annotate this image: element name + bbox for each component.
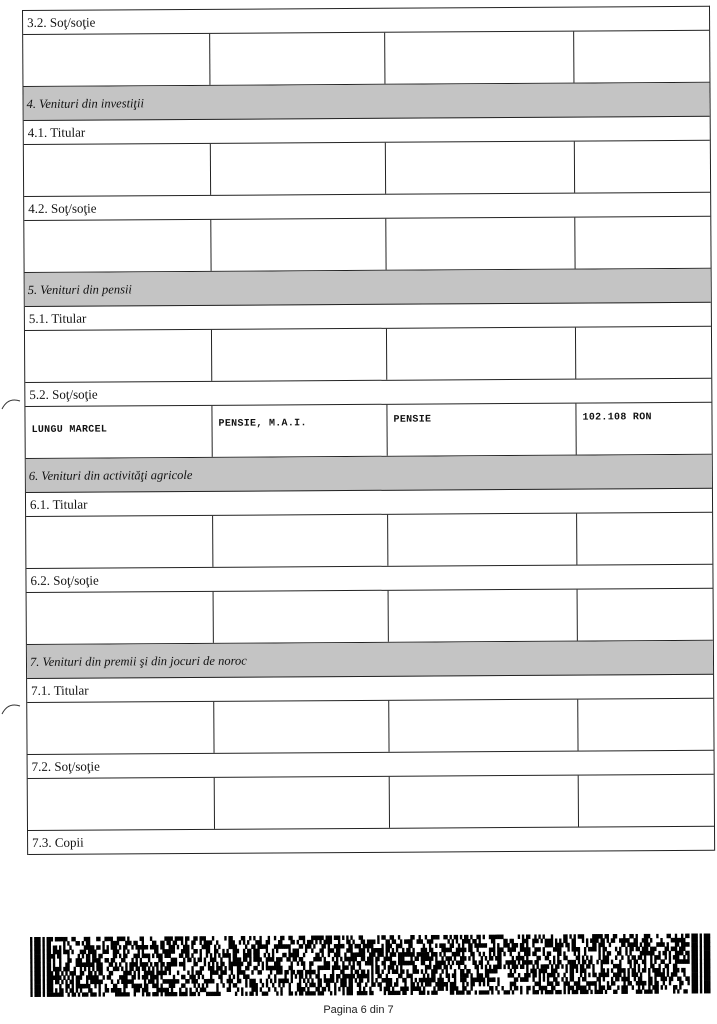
subsection-label: 7.1. Titular: [27, 675, 713, 703]
income-source-cell: [211, 219, 386, 271]
annual-income-cell: [574, 31, 709, 83]
table-row: [27, 589, 713, 645]
beneficiary-cell: [27, 592, 214, 644]
cell-value: PENSIE: [393, 414, 432, 426]
income-type-cell: [389, 590, 578, 642]
beneficiary-cell: [23, 34, 210, 86]
pdf417-barcode: [30, 933, 712, 997]
punch-hole-mark: [0, 395, 22, 411]
table-row: [23, 31, 709, 87]
subsection-label: 3.2. Soţ/soţie: [23, 7, 709, 35]
section-header: 4. Venituri din investiţii: [23, 83, 709, 121]
section-header: 6. Venituri din activităţi agricole: [26, 455, 712, 493]
table-row: [27, 699, 713, 755]
section-header: 7. Venituri din premii şi din jocuri de noroc: [27, 641, 713, 679]
beneficiary-cell: [28, 778, 215, 830]
annual-income-cell: [578, 699, 713, 751]
cell-value: LUNGU MARCEL: [31, 424, 108, 436]
annual-income-cell: [576, 403, 711, 455]
subsection-label: 4.2. Soţ/soţie: [24, 193, 710, 221]
income-type-cell: [385, 32, 574, 84]
income-source-cell: [215, 777, 390, 829]
income-type-cell: [388, 514, 577, 566]
subsection-label: 6.2. Soţ/soţie: [26, 565, 712, 593]
income-type-cell: [390, 776, 579, 828]
annual-income-cell: [576, 327, 711, 379]
subsection-label: 7.2. Soţ/soţie: [28, 751, 714, 779]
subsection-label: 7.3. Copii: [28, 827, 714, 855]
annual-income-cell: [578, 589, 713, 641]
subsection-label: 5.2. Soţ/soţie: [25, 379, 711, 407]
annual-income-cell: [575, 141, 710, 193]
beneficiary-cell: [27, 702, 214, 754]
table-row: [26, 513, 712, 569]
annual-income-cell: [575, 217, 710, 269]
table-row: [24, 217, 710, 273]
beneficiary-cell: [24, 144, 211, 196]
beneficiary-cell: [24, 220, 211, 272]
cell-value: PENSIE, M.A.I.: [218, 418, 307, 430]
income-source-cell: [212, 405, 387, 457]
table-row: [28, 775, 714, 831]
beneficiary-cell: [26, 516, 213, 568]
income-source-cell: [213, 515, 388, 567]
annual-income-cell: [579, 775, 714, 827]
income-type-cell: [387, 328, 576, 380]
income-source-cell: [211, 143, 386, 195]
subsection-label: 4.1. Titular: [24, 117, 710, 145]
section-header: 5. Venituri din pensii: [25, 269, 711, 307]
subsection-label: 5.1. Titular: [25, 303, 711, 331]
cell-value: 102.108 RON: [582, 412, 652, 424]
income-type-cell: [386, 218, 575, 270]
income-type-cell: [386, 142, 575, 194]
income-source-cell: [212, 329, 387, 381]
page-number: Pagina 6 din 7: [323, 1004, 394, 1016]
annual-income-cell: [577, 513, 712, 565]
income-type-cell: [387, 404, 576, 456]
punch-hole-mark: [0, 700, 22, 716]
income-type-cell: [389, 700, 578, 752]
table-row: [25, 327, 711, 383]
income-source-cell: [210, 33, 385, 85]
beneficiary-cell: [25, 406, 212, 458]
table-row: [25, 403, 711, 459]
income-source-cell: [214, 591, 389, 643]
beneficiary-cell: [25, 330, 212, 382]
subsection-label: 6.1. Titular: [26, 489, 712, 517]
income-source-cell: [214, 701, 389, 753]
income-declaration-table: [22, 6, 715, 855]
table-row: [24, 141, 710, 197]
